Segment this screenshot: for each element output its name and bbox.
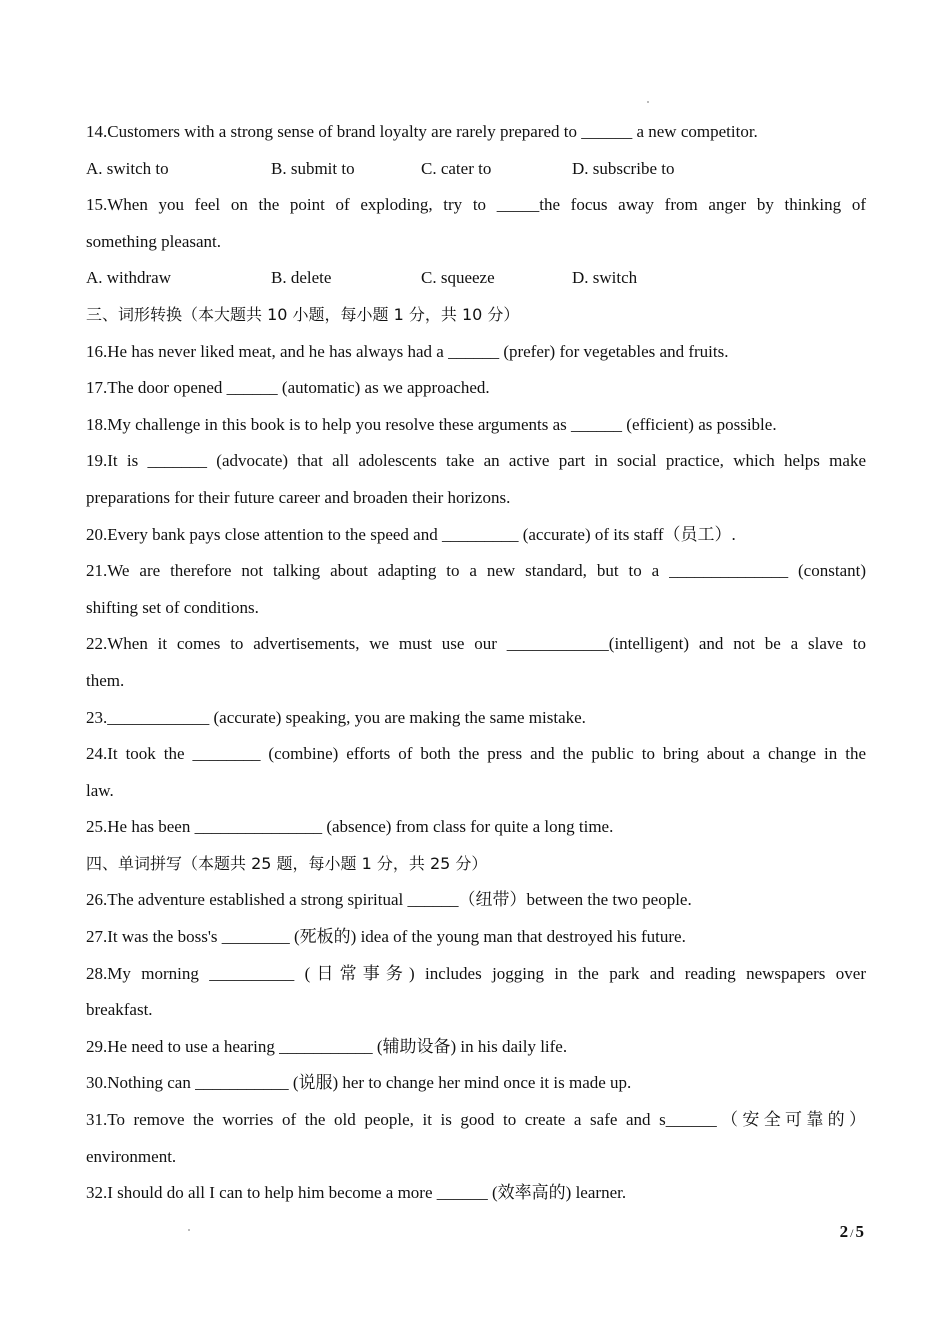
- question-21-line2: shifting set of conditions.: [86, 597, 259, 617]
- question-24-line2: law.: [86, 780, 114, 800]
- option-c: C. squeeze: [421, 268, 495, 288]
- question-27: 27.It was the boss's ________ (死板的) idea of the young man that destroyed his future.: [86, 927, 686, 947]
- scan-dot: [188, 1229, 190, 1231]
- question-15-line1: 15.When you feel on the point of exploding, try to _____the focus away from anger by thinking of: [86, 195, 866, 215]
- option-a: A. withdraw: [86, 268, 171, 288]
- option-b: B. submit to: [271, 158, 355, 178]
- exam-page: [86, 114, 866, 1212]
- option-d: D. subscribe to: [572, 158, 675, 178]
- question-28-line1: 28.My morning __________ (日常事务) includes jogging in the park and reading newspapers over: [86, 963, 866, 983]
- question-19-line2: preparations for their future career and broaden their horizons.: [86, 487, 511, 507]
- total-pages: 5: [855, 1222, 864, 1241]
- option-d: D. switch: [572, 268, 638, 288]
- question-19-line1: 19.It is _______ (advocate) that all adolescents take an active part in social practice, which helps make: [86, 451, 866, 471]
- question-25: 25.He has been _______________ (absence) from class for quite a long time.: [86, 817, 614, 837]
- scan-dot: [647, 101, 649, 103]
- question-26: 26.The adventure established a strong spiritual ______（纽带）between the two people.: [86, 890, 692, 910]
- question-31-line2: environment.: [86, 1146, 177, 1166]
- option-a: A. switch to: [86, 158, 169, 178]
- question-16: 16.He has never liked meat, and he has always had a ______ (prefer) for vegetables and fruits.: [86, 341, 729, 361]
- question-28-line2: breakfast.: [86, 1000, 153, 1020]
- question-15-options: [86, 260, 866, 297]
- section-3-heading: 三、词形转换（本大题共 10 小题，每小题 1 分，共 10 分）: [86, 304, 520, 324]
- question-14-options: [86, 151, 866, 188]
- question-24-line1: 24.It took the ________ (combine) efforts of both the press and the public to bring about a change in the: [86, 744, 866, 764]
- question-22-line1: 22.When it comes to advertisements, we must use our ____________(intelligent) and not be a slave to: [86, 634, 866, 654]
- option-b: B. delete: [271, 268, 332, 288]
- page-number: [840, 1222, 864, 1242]
- question-22-line2: them.: [86, 670, 125, 690]
- question-23: 23.____________ (accurate) speaking, you are making the same mistake.: [86, 707, 586, 727]
- current-page: 2: [839, 1222, 849, 1241]
- question-20: 20.Every bank pays close attention to the speed and _________ (accurate) of its staff（员工）.: [86, 524, 736, 544]
- question-30: 30.Nothing can ___________ (说服) her to change her mind once it is made up.: [86, 1073, 632, 1093]
- option-c: C. cater to: [421, 158, 492, 178]
- page-separator: /: [850, 1226, 854, 1240]
- question-29: 29.He need to use a hearing ___________ (辅助设备) in his daily life.: [86, 1036, 568, 1056]
- question-18: 18.My challenge in this book is to help you resolve these arguments as ______ (efficient) as possible.: [86, 414, 777, 434]
- question-17: 17.The door opened ______ (automatic) as we approached.: [86, 378, 490, 398]
- question-14: 14.Customers with a strong sense of brand loyalty are rarely prepared to ______ a new competitor.: [86, 122, 758, 141]
- section-4-heading: 四、单词拼写（本题共 25 题，每小题 1 分，共 25 分）: [86, 853, 488, 873]
- question-15-line2: something pleasant.: [86, 231, 222, 251]
- question-32: 32.I should do all I can to help him become a more ______ (效率高的) learner.: [86, 1183, 627, 1203]
- question-21-line1: 21.We are therefore not talking about adapting to a new standard, but to a ______________ (constant): [86, 561, 866, 581]
- question-31-line1: 31.To remove the worries of the old people, it is good to create a safe and s______（安全可靠的）: [86, 1110, 866, 1130]
